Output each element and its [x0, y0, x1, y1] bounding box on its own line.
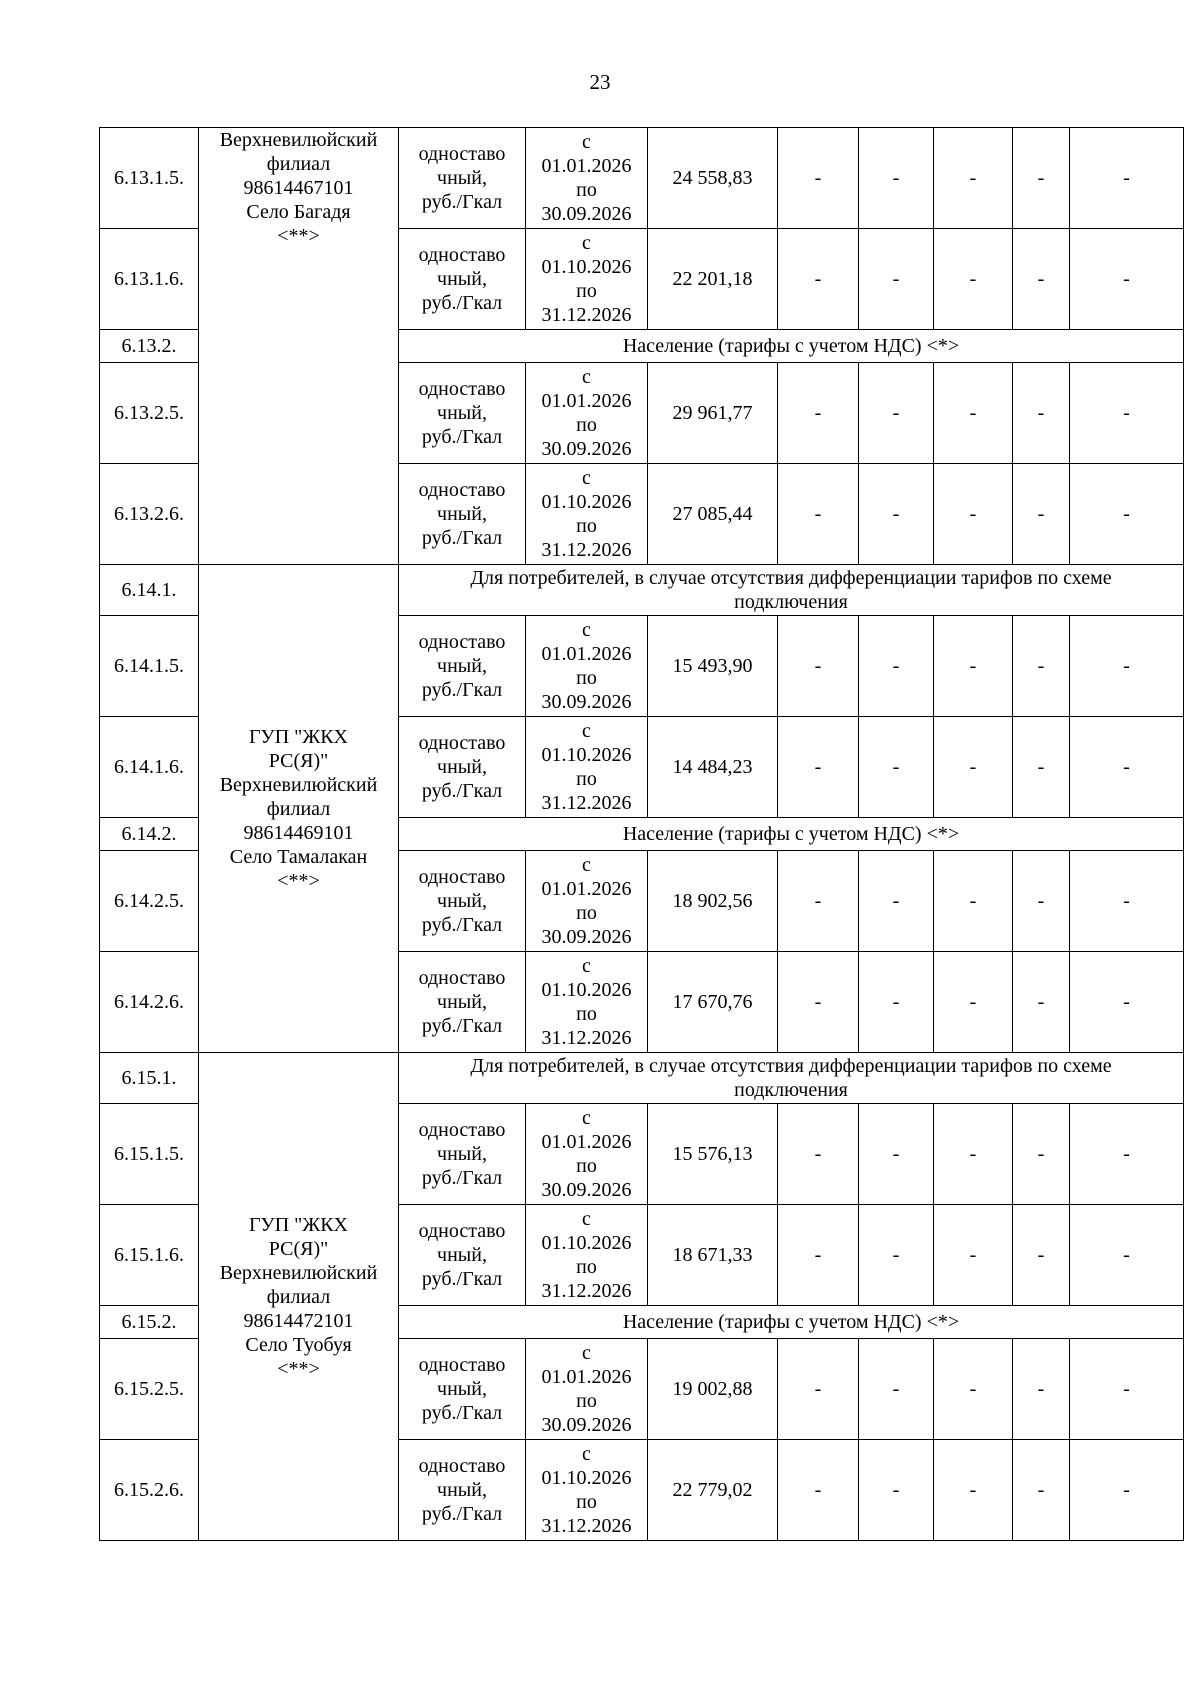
row-code: 6.15.1. — [100, 1053, 199, 1104]
tariff-type-line: одноставо — [418, 1220, 506, 1242]
period-line: с — [582, 467, 591, 489]
tariff-type-line: руб./Гкал — [421, 679, 503, 701]
tariff-type-line: одноставо — [418, 378, 506, 400]
empty-value: - — [859, 952, 934, 1053]
row-code: 6.14.2. — [100, 818, 199, 851]
table-row — [100, 128, 1184, 229]
tariff-value: 14 484,23 — [648, 717, 778, 818]
empty-value: - — [1070, 616, 1184, 717]
period-line: 01.10.2026 — [541, 1232, 632, 1254]
tariff-type-line: руб./Гкал — [421, 426, 503, 448]
row-code: 6.13.1.6. — [100, 229, 199, 330]
empty-value: - — [1013, 229, 1070, 330]
section-heading — [399, 565, 1184, 616]
tariff-value: 24 558,83 — [648, 128, 778, 229]
tariff-type-line: руб./Гкал — [421, 780, 503, 802]
empty-value: - — [934, 616, 1013, 717]
tariff-type-line: чный, — [437, 756, 487, 778]
tariff-type-line: чный, — [437, 655, 487, 677]
tariff-type-line: чный, — [437, 991, 487, 1013]
period-line: по — [576, 1003, 597, 1025]
row-code: 6.15.2.5. — [100, 1339, 199, 1440]
period-line: 01.01.2026 — [541, 1131, 632, 1153]
period-line: с — [582, 854, 591, 876]
empty-value: - — [1070, 363, 1184, 464]
tariff-period — [526, 363, 648, 464]
tariff-value: 18 671,33 — [648, 1205, 778, 1306]
empty-value: - — [1013, 1339, 1070, 1440]
empty-value: - — [778, 128, 859, 229]
empty-value: - — [1013, 1205, 1070, 1306]
empty-value: - — [778, 851, 859, 952]
tariff-type — [399, 363, 526, 464]
tariff-period — [526, 851, 648, 952]
tariff-type — [399, 1104, 526, 1205]
period-line: с — [582, 366, 591, 388]
organization-line: Верхневилюйский — [219, 129, 378, 151]
tariff-period — [526, 229, 648, 330]
empty-value: - — [859, 851, 934, 952]
period-line: по — [576, 667, 597, 689]
period-line: 01.10.2026 — [541, 744, 632, 766]
period-line: 01.01.2026 — [541, 643, 632, 665]
period-line: 31.12.2026 — [541, 304, 632, 326]
period-line: 30.09.2026 — [541, 691, 632, 713]
section-heading — [399, 1053, 1184, 1104]
empty-value: - — [859, 229, 934, 330]
section-row — [100, 565, 1184, 616]
empty-value: - — [934, 363, 1013, 464]
period-line: 31.12.2026 — [541, 1280, 632, 1302]
organization-line: <**> — [277, 869, 320, 892]
empty-value: - — [1070, 1339, 1184, 1440]
tariff-type-line: одноставо — [418, 1455, 506, 1477]
row-code: 6.15.1.6. — [100, 1205, 199, 1306]
row-code: 6.14.2.6. — [100, 952, 199, 1053]
empty-value: - — [1013, 464, 1070, 565]
tariff-type-line: одноставо — [418, 732, 506, 754]
tariff-period — [526, 1339, 648, 1440]
empty-value: - — [934, 1104, 1013, 1205]
tariff-type-line: чный, — [437, 1244, 487, 1266]
period-line: по — [576, 768, 597, 790]
organization-line: 98614472101 — [243, 1309, 354, 1332]
tariff-type-line: руб./Гкал — [421, 914, 503, 936]
period-line: 30.09.2026 — [541, 203, 632, 225]
section-heading-line: подключения — [734, 1079, 848, 1101]
organization-line: РС(Я)" — [268, 1237, 329, 1260]
organization-line: <**> — [277, 1357, 320, 1380]
tariff-value: 29 961,77 — [648, 363, 778, 464]
empty-value: - — [934, 128, 1013, 229]
period-line: 30.09.2026 — [541, 1179, 632, 1201]
organization-line: 98614467101 — [243, 177, 354, 199]
tariff-type-line: одноставо — [418, 479, 506, 501]
period-line: 31.12.2026 — [541, 539, 632, 561]
empty-value: - — [859, 1339, 934, 1440]
tariff-type-line: одноставо — [418, 244, 506, 266]
empty-value: - — [778, 616, 859, 717]
empty-value: - — [778, 1104, 859, 1205]
tariff-type-line: чный, — [437, 1479, 487, 1501]
empty-value: - — [859, 128, 934, 229]
empty-value: - — [1013, 363, 1070, 464]
organization-cell — [199, 565, 399, 1053]
organization-line: Село Туобуя — [245, 1333, 352, 1356]
tariff-type — [399, 1339, 526, 1440]
empty-value: - — [778, 952, 859, 1053]
period-line: с — [582, 1443, 591, 1465]
tariff-type-line: руб./Гкал — [421, 1167, 503, 1189]
row-code: 6.15.2. — [100, 1306, 199, 1339]
tariff-period — [526, 717, 648, 818]
tariff-type-line: руб./Гкал — [421, 1015, 503, 1037]
period-line: по — [576, 1390, 597, 1412]
organization-line: ГУП "ЖКХ — [248, 725, 349, 748]
tariff-type — [399, 229, 526, 330]
period-line: с — [582, 1208, 591, 1230]
empty-value: - — [859, 616, 934, 717]
empty-value: - — [778, 1205, 859, 1306]
period-line: с — [582, 955, 591, 977]
empty-value: - — [1070, 952, 1184, 1053]
period-line: 30.09.2026 — [541, 926, 632, 948]
tariff-type-line: одноставо — [418, 631, 506, 653]
empty-value: - — [778, 464, 859, 565]
empty-value: - — [1013, 1104, 1070, 1205]
row-code: 6.14.1.6. — [100, 717, 199, 818]
empty-value: - — [1070, 1440, 1184, 1541]
tariff-value: 27 085,44 — [648, 464, 778, 565]
row-code: 6.15.2.6. — [100, 1440, 199, 1541]
row-code: 6.13.2.5. — [100, 363, 199, 464]
tariff-type-line: руб./Гкал — [421, 1268, 503, 1290]
tariff-type — [399, 952, 526, 1053]
tariff-period — [526, 616, 648, 717]
row-code: 6.14.1.5. — [100, 616, 199, 717]
organization-line: филиал — [266, 153, 331, 175]
period-line: по — [576, 1155, 597, 1177]
tariff-value: 18 902,56 — [648, 851, 778, 952]
period-line: по — [576, 1256, 597, 1278]
empty-value: - — [934, 1339, 1013, 1440]
empty-value: - — [1070, 464, 1184, 565]
period-line: по — [576, 1491, 597, 1513]
section-heading: Население (тарифы с учетом НДС) <*> — [399, 330, 1184, 363]
table-body — [100, 128, 1184, 1541]
empty-value: - — [778, 717, 859, 818]
period-line: по — [576, 902, 597, 924]
tariff-value: 15 576,13 — [648, 1104, 778, 1205]
period-line: по — [576, 515, 597, 537]
empty-value: - — [859, 1205, 934, 1306]
empty-value: - — [934, 229, 1013, 330]
section-heading-line: подключения — [734, 591, 848, 613]
tariff-type-line: одноставо — [418, 1354, 506, 1376]
period-line: 01.01.2026 — [541, 390, 632, 412]
section-row — [100, 1053, 1184, 1104]
empty-value: - — [859, 464, 934, 565]
organization-line: 98614469101 — [243, 821, 354, 844]
row-code: 6.15.1.5. — [100, 1104, 199, 1205]
tariff-type-line: чный, — [437, 503, 487, 525]
period-line: с — [582, 619, 591, 641]
period-line: 30.09.2026 — [541, 1414, 632, 1436]
empty-value: - — [859, 1104, 934, 1205]
empty-value: - — [934, 851, 1013, 952]
period-line: по — [576, 280, 597, 302]
tariff-period — [526, 128, 648, 229]
period-line: 01.01.2026 — [541, 1366, 632, 1388]
tariff-table — [99, 127, 1184, 1541]
empty-value: - — [1013, 952, 1070, 1053]
empty-value: - — [934, 1205, 1013, 1306]
tariff-period — [526, 1104, 648, 1205]
tariff-type-line: одноставо — [418, 1119, 506, 1141]
empty-value: - — [934, 952, 1013, 1053]
empty-value: - — [778, 1339, 859, 1440]
empty-value: - — [1070, 229, 1184, 330]
row-code: 6.13.2. — [100, 330, 199, 363]
empty-value: - — [778, 229, 859, 330]
tariff-type — [399, 616, 526, 717]
section-heading: Население (тарифы с учетом НДС) <*> — [399, 1306, 1184, 1339]
tariff-type-line: чный, — [437, 1143, 487, 1165]
tariff-value: 15 493,90 — [648, 616, 778, 717]
tariff-type — [399, 851, 526, 952]
section-heading: Население (тарифы с учетом НДС) <*> — [399, 818, 1184, 851]
period-line: с — [582, 720, 591, 742]
page-number: 23 — [589, 70, 611, 94]
empty-value: - — [859, 717, 934, 818]
period-line: 01.10.2026 — [541, 1467, 632, 1489]
organization-cell — [199, 1053, 399, 1541]
period-line: 31.12.2026 — [541, 792, 632, 814]
period-line: 01.01.2026 — [541, 155, 632, 177]
empty-value: - — [934, 717, 1013, 818]
empty-value: - — [1070, 717, 1184, 818]
tariff-period — [526, 1440, 648, 1541]
organization-line: Верхневилюйский — [219, 1261, 378, 1284]
period-line: 31.12.2026 — [541, 1027, 632, 1049]
period-line: 31.12.2026 — [541, 1515, 632, 1537]
tariff-type-line: чный, — [437, 890, 487, 912]
organization-line: филиал — [266, 1285, 331, 1308]
organization-line: Верхневилюйский — [219, 773, 378, 796]
period-line: по — [576, 414, 597, 436]
tariff-value: 17 670,76 — [648, 952, 778, 1053]
tariff-type-line: руб./Гкал — [421, 527, 503, 549]
tariff-type-line: чный, — [437, 1378, 487, 1400]
organization-line: ГУП "ЖКХ — [248, 1213, 349, 1236]
tariff-type — [399, 128, 526, 229]
period-line: с — [582, 131, 591, 153]
organization-line: филиал — [266, 797, 331, 820]
tariff-type-line: чный, — [437, 167, 487, 189]
tariff-type — [399, 717, 526, 818]
organization-line: Село Багадя — [246, 201, 351, 223]
section-heading-line: Для потребителей, в случае отсутствия дифференциации тарифов по схеме — [470, 1055, 1112, 1077]
empty-value: - — [859, 363, 934, 464]
tariff-type-line: чный, — [437, 268, 487, 290]
section-heading-line: Для потребителей, в случае отсутствия дифференциации тарифов по схеме — [470, 567, 1112, 589]
tariff-value: 19 002,88 — [648, 1339, 778, 1440]
tariff-type-line: чный, — [437, 402, 487, 424]
empty-value: - — [1013, 717, 1070, 818]
tariff-value: 22 779,02 — [648, 1440, 778, 1541]
organization-line: Село Тамалакан — [229, 845, 368, 868]
period-line: 01.10.2026 — [541, 979, 632, 1001]
empty-value: - — [778, 1440, 859, 1541]
tariff-type — [399, 1205, 526, 1306]
tariff-type — [399, 1440, 526, 1541]
empty-value: - — [1070, 1104, 1184, 1205]
tariff-type-line: одноставо — [418, 143, 506, 165]
empty-value: - — [1070, 128, 1184, 229]
tariff-period — [526, 464, 648, 565]
period-line: 30.09.2026 — [541, 438, 632, 460]
row-code: 6.13.2.6. — [100, 464, 199, 565]
period-line: 01.01.2026 — [541, 878, 632, 900]
empty-value: - — [1013, 1440, 1070, 1541]
row-code: 6.14.1. — [100, 565, 199, 616]
row-code: 6.14.2.5. — [100, 851, 199, 952]
tariff-type — [399, 464, 526, 565]
empty-value: - — [859, 1440, 934, 1541]
tariff-type-line: одноставо — [418, 866, 506, 888]
organization-line: РС(Я)" — [268, 749, 329, 772]
period-line: с — [582, 1342, 591, 1364]
tariff-type-line: руб./Гкал — [421, 1503, 503, 1525]
period-line: с — [582, 1107, 591, 1129]
empty-value: - — [1013, 851, 1070, 952]
organization-line: <**> — [277, 225, 320, 247]
empty-value: - — [1070, 851, 1184, 952]
period-line: 01.10.2026 — [541, 491, 632, 513]
empty-value: - — [778, 363, 859, 464]
row-code: 6.13.1.5. — [100, 128, 199, 229]
period-line: по — [576, 179, 597, 201]
empty-value: - — [934, 464, 1013, 565]
empty-value: - — [1070, 1205, 1184, 1306]
empty-value: - — [1013, 128, 1070, 229]
empty-value: - — [934, 1440, 1013, 1541]
tariff-period — [526, 952, 648, 1053]
tariff-period — [526, 1205, 648, 1306]
tariff-type-line: одноставо — [418, 967, 506, 989]
tariff-type-line: руб./Гкал — [421, 191, 503, 213]
tariff-value: 22 201,18 — [648, 229, 778, 330]
tariff-type-line: руб./Гкал — [421, 292, 503, 314]
tariff-type-line: руб./Гкал — [421, 1402, 503, 1424]
period-line: с — [582, 232, 591, 254]
empty-value: - — [1013, 616, 1070, 717]
period-line: 01.10.2026 — [541, 256, 632, 278]
organization-cell — [199, 128, 399, 565]
